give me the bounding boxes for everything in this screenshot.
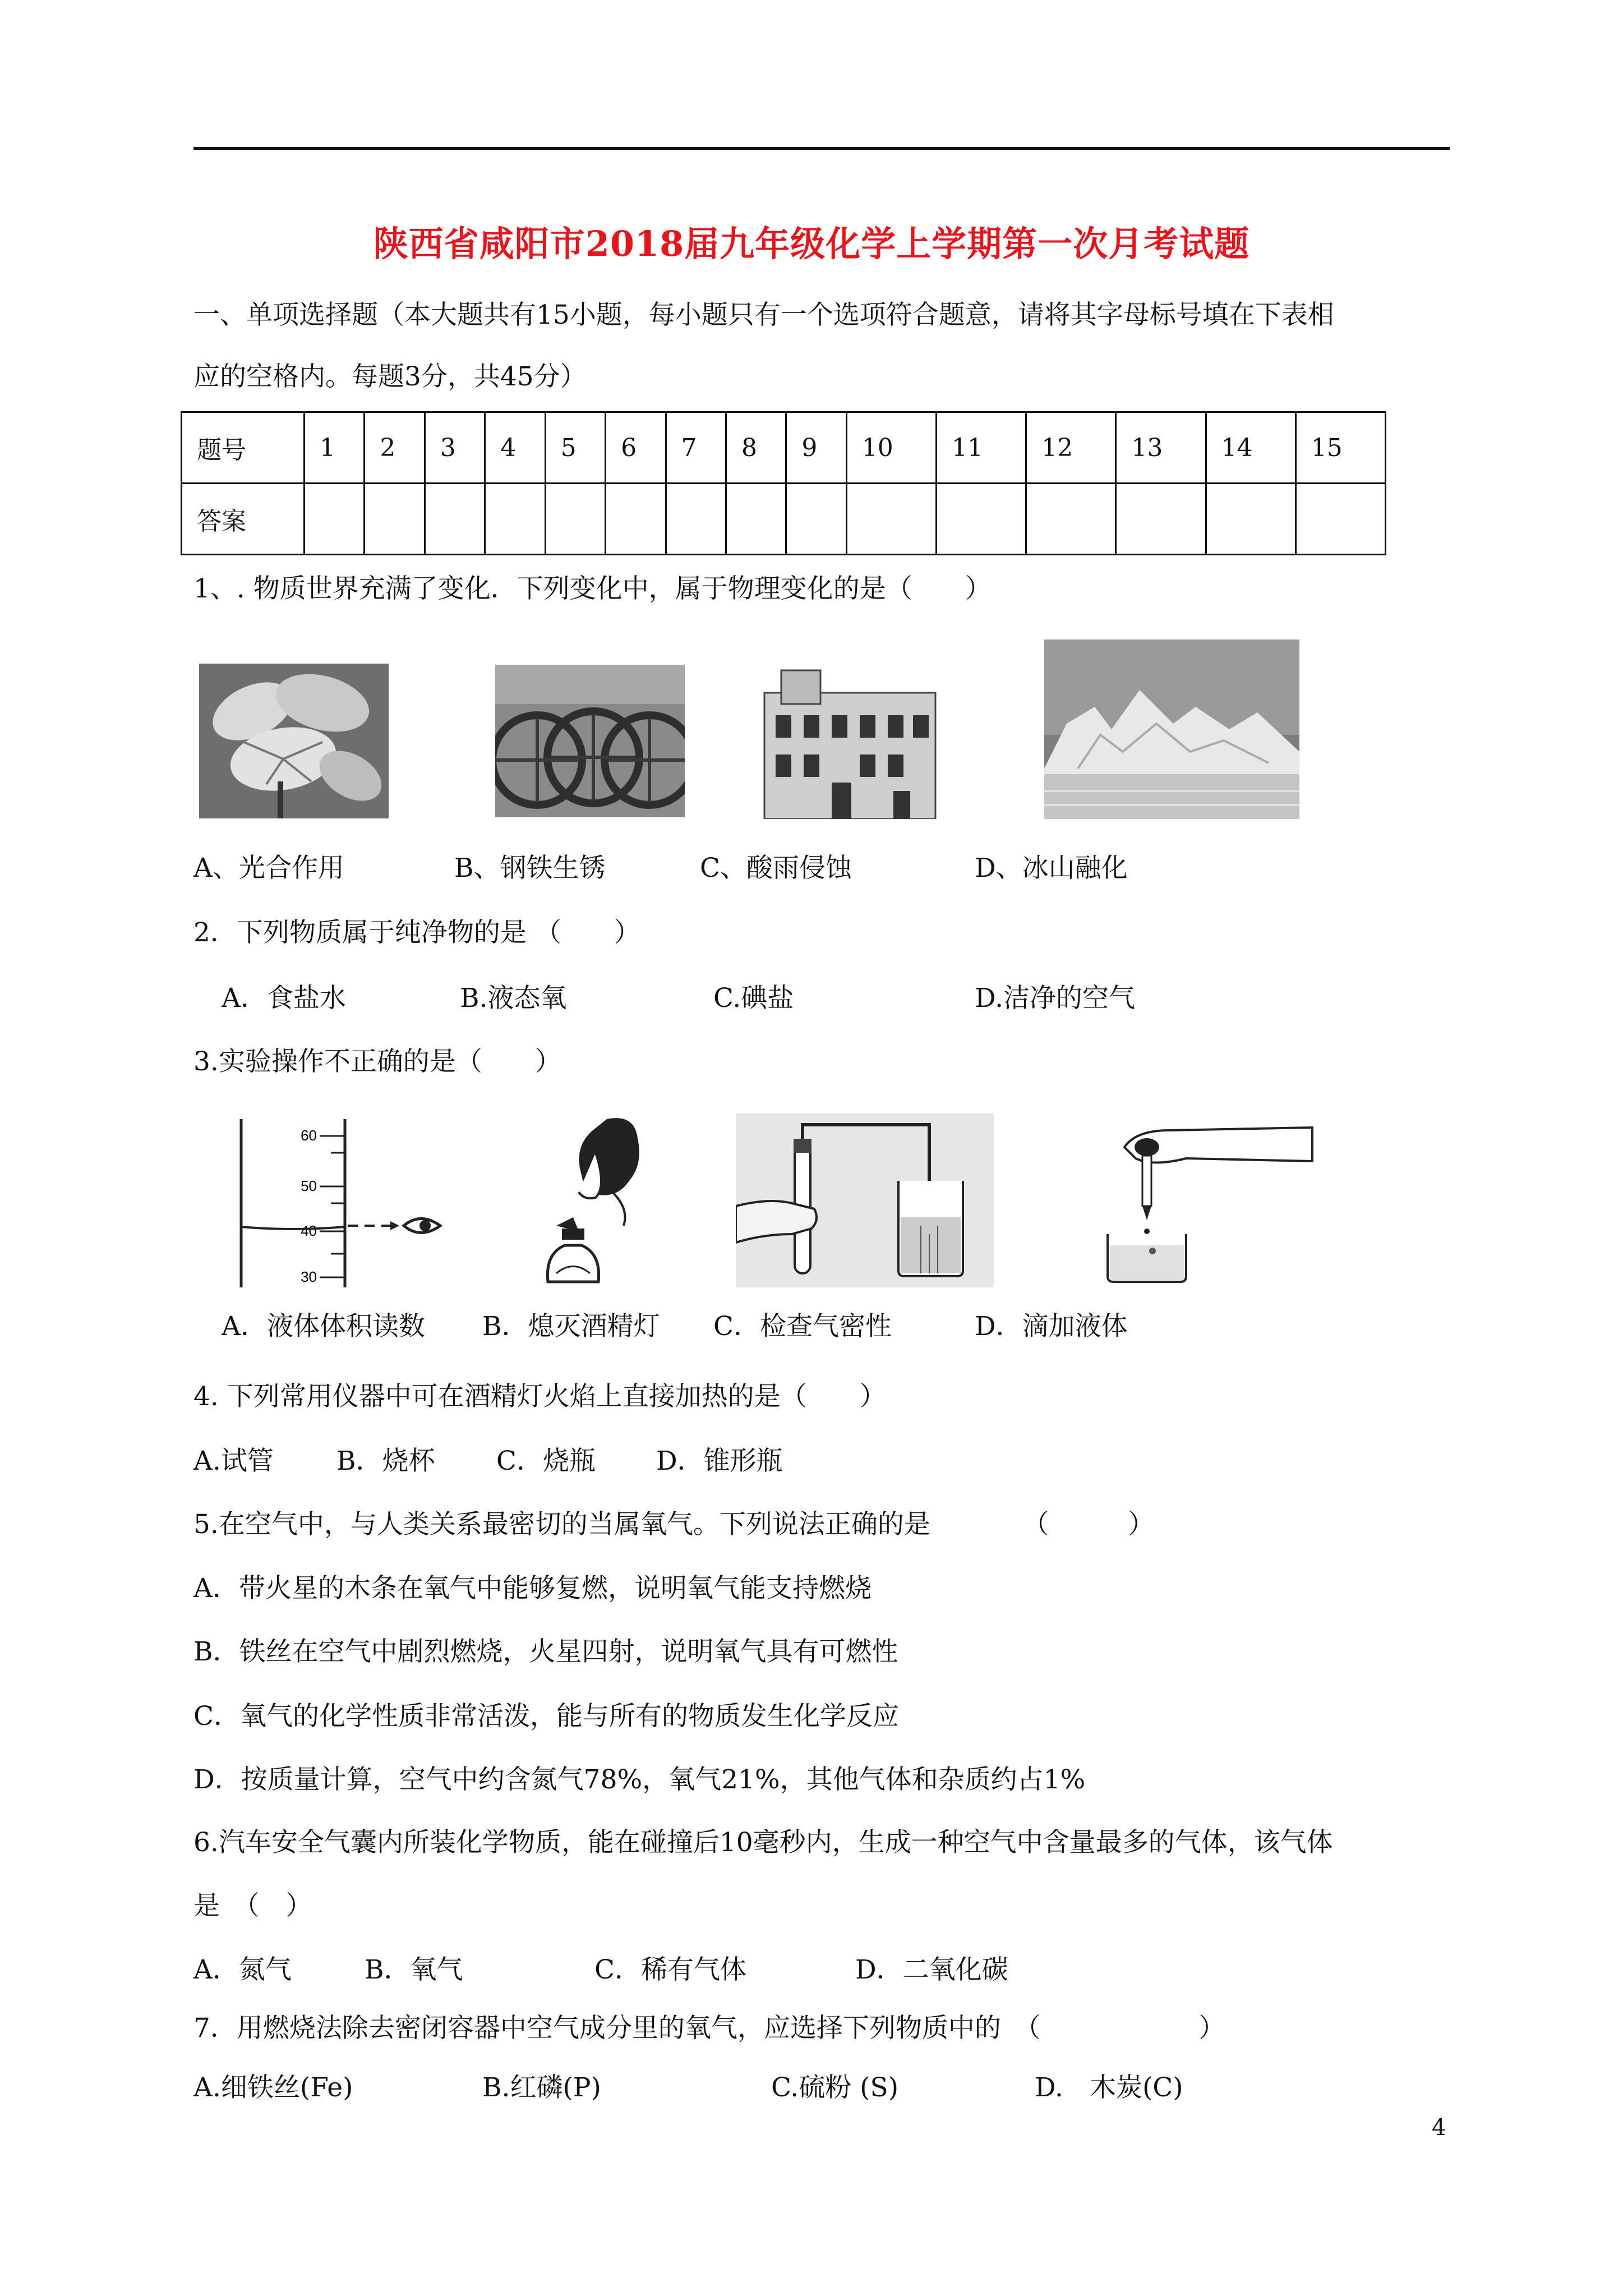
- answer-cell[interactable]: [305, 484, 365, 555]
- answer-cell[interactable]: [606, 484, 666, 555]
- answer-cell[interactable]: [1206, 484, 1295, 555]
- answer-table-number-row: [182, 412, 1386, 484]
- answer-cell[interactable]: [666, 484, 726, 555]
- section-instruction-line2: 应的空格内。每题3分，共45分）: [193, 361, 587, 392]
- q2-stem: 2．下列物质属于纯净物的是 （ ）: [193, 917, 640, 948]
- page-number: 4: [1432, 2115, 1446, 2141]
- q7-option-d[interactable]: D. 木炭(C): [1035, 2072, 1183, 2103]
- q4-stem: 4. 下列常用仪器中可在酒精灯火焰上直接加热的是（ ）: [193, 1381, 886, 1412]
- liquid-volume-reading-image: [236, 1119, 449, 1293]
- q1-stem: 1、. 物质世界充满了变化．下列变化中，属于物理变化的是（ ）: [193, 573, 992, 604]
- q5-stem: 5.在空气中，与人类关系最密切的当属氧气。下列说法正确的是 （ ）: [193, 1509, 1155, 1540]
- answer-cell[interactable]: [726, 484, 786, 555]
- q3-option-c[interactable]: C．检查气密性: [713, 1311, 892, 1342]
- q1-option-b[interactable]: B、钢铁生锈: [454, 853, 606, 884]
- table-cell-number: 14: [1206, 412, 1295, 484]
- table-cell-number: 15: [1295, 412, 1385, 484]
- q6-stem-line1: 6.汽车安全气囊内所装化学物质，能在碰撞后10毫秒内，生成一种空气中含量最多的气体，该气体: [193, 1827, 1333, 1858]
- q1-option-c[interactable]: C、酸雨侵蚀: [700, 853, 852, 884]
- q3-option-b[interactable]: B．熄灭酒精灯: [482, 1311, 660, 1342]
- q2-option-b[interactable]: B.液态氧: [460, 983, 567, 1014]
- answer-table: [181, 411, 1386, 555]
- q7-option-c[interactable]: C.硫粉 (S): [771, 2072, 899, 2103]
- q5-option-d[interactable]: D．按质量计算，空气中约含氮气78%，氧气21%，其他气体和杂质约占1%: [193, 1764, 1086, 1795]
- q7-stem: 7．用燃烧法除去密闭容器中空气成分里的氧气，应选择下列物质中的 （ ）: [193, 2013, 1225, 2044]
- q7-option-a[interactable]: A.细铁丝(Fe): [193, 2072, 353, 2103]
- q6-option-d[interactable]: D．二氧化碳: [855, 1954, 1008, 1985]
- q4-option-d[interactable]: D．锥形瓶: [656, 1446, 783, 1476]
- answer-cell[interactable]: [365, 484, 425, 555]
- answer-cell[interactable]: [1295, 484, 1385, 555]
- table-cell-number: 10: [846, 412, 936, 484]
- table-cell-number: 9: [786, 412, 846, 484]
- q4-option-a[interactable]: A.试管: [193, 1446, 274, 1476]
- q6-option-a[interactable]: A．氮气: [193, 1954, 292, 1985]
- answer-cell[interactable]: [1116, 484, 1206, 555]
- table-cell-number: 6: [606, 412, 666, 484]
- answer-cell[interactable]: [425, 484, 485, 555]
- answer-cell[interactable]: [786, 484, 846, 555]
- airtightness-check-image: [736, 1114, 994, 1287]
- q1-option-a[interactable]: A、光合作用: [193, 853, 344, 884]
- table-cell-number: 8: [726, 412, 786, 484]
- cylinder-tick-40: 40: [301, 1222, 317, 1239]
- row-header-number: 题号: [182, 412, 305, 484]
- extinguish-alcohol-lamp-image: [540, 1114, 677, 1293]
- rusty-wheels-image: [495, 665, 685, 817]
- answer-cell[interactable]: [1026, 484, 1116, 555]
- table-cell-number: 5: [545, 412, 605, 484]
- q3-option-a[interactable]: A．液体体积读数: [222, 1311, 425, 1342]
- q6-option-c[interactable]: C．稀有气体: [594, 1954, 746, 1985]
- melting-iceberg-image: [1044, 639, 1299, 819]
- header-rule: [193, 147, 1450, 150]
- table-cell-number: 1: [305, 412, 365, 484]
- page-title: 陕西省咸阳市2018届九年级化学上学期第一次月考试题: [373, 223, 1250, 264]
- answer-cell[interactable]: [545, 484, 605, 555]
- row-header-answer: 答案: [182, 484, 305, 555]
- answer-cell[interactable]: [936, 484, 1026, 555]
- q2-option-d[interactable]: D.洁净的空气: [975, 983, 1135, 1014]
- cylinder-tick-50: 50: [301, 1177, 317, 1194]
- q1-option-d[interactable]: D、冰山融化: [975, 853, 1128, 884]
- cylinder-tick-60: 60: [301, 1127, 317, 1144]
- table-cell-number: 4: [485, 412, 545, 484]
- table-cell-number: 3: [425, 412, 485, 484]
- q2-option-a[interactable]: A．食盐水: [222, 983, 346, 1014]
- answer-table-answer-row: [182, 484, 1386, 555]
- answer-cell[interactable]: [846, 484, 936, 555]
- table-cell-number: 2: [365, 412, 425, 484]
- photosynthesis-image: [199, 664, 389, 818]
- dropping-liquid-image: [1102, 1114, 1315, 1287]
- acid-rain-building-image: [759, 659, 941, 819]
- q6-stem-line2: 是 （ ）: [193, 1890, 312, 1921]
- q4-option-b[interactable]: B．烧杯: [336, 1446, 435, 1476]
- q2-option-c[interactable]: C.碘盐: [713, 983, 794, 1014]
- q6-option-b[interactable]: B．氧气: [365, 1954, 463, 1985]
- table-cell-number: 13: [1116, 412, 1206, 484]
- q5-option-c[interactable]: C．氧气的化学性质非常活泼，能与所有的物质发生化学反应: [193, 1701, 899, 1732]
- q5-option-a[interactable]: A．带火星的木条在氧气中能够复燃，说明氧气能支持燃烧: [193, 1573, 872, 1604]
- q3-option-d[interactable]: D．滴加液体: [975, 1311, 1128, 1342]
- table-cell-number: 11: [936, 412, 1026, 484]
- q3-stem: 3.实验操作不正确的是（ ）: [193, 1046, 561, 1077]
- table-cell-number: 12: [1026, 412, 1116, 484]
- q7-option-b[interactable]: B.红磷(P): [482, 2072, 601, 2103]
- table-cell-number: 7: [666, 412, 726, 484]
- q5-option-b[interactable]: B．铁丝在空气中剧烈燃烧，火星四射，说明氧气具有可燃性: [193, 1636, 898, 1667]
- answer-cell[interactable]: [485, 484, 545, 555]
- cylinder-tick-30: 30: [301, 1268, 317, 1285]
- section-instruction-line1: 一、单项选择题（本大题共有15小题，每小题只有一个选项符合题意，请将其字母标号填在下表相: [193, 300, 1334, 330]
- q4-option-c[interactable]: C．烧瓶: [496, 1446, 596, 1476]
